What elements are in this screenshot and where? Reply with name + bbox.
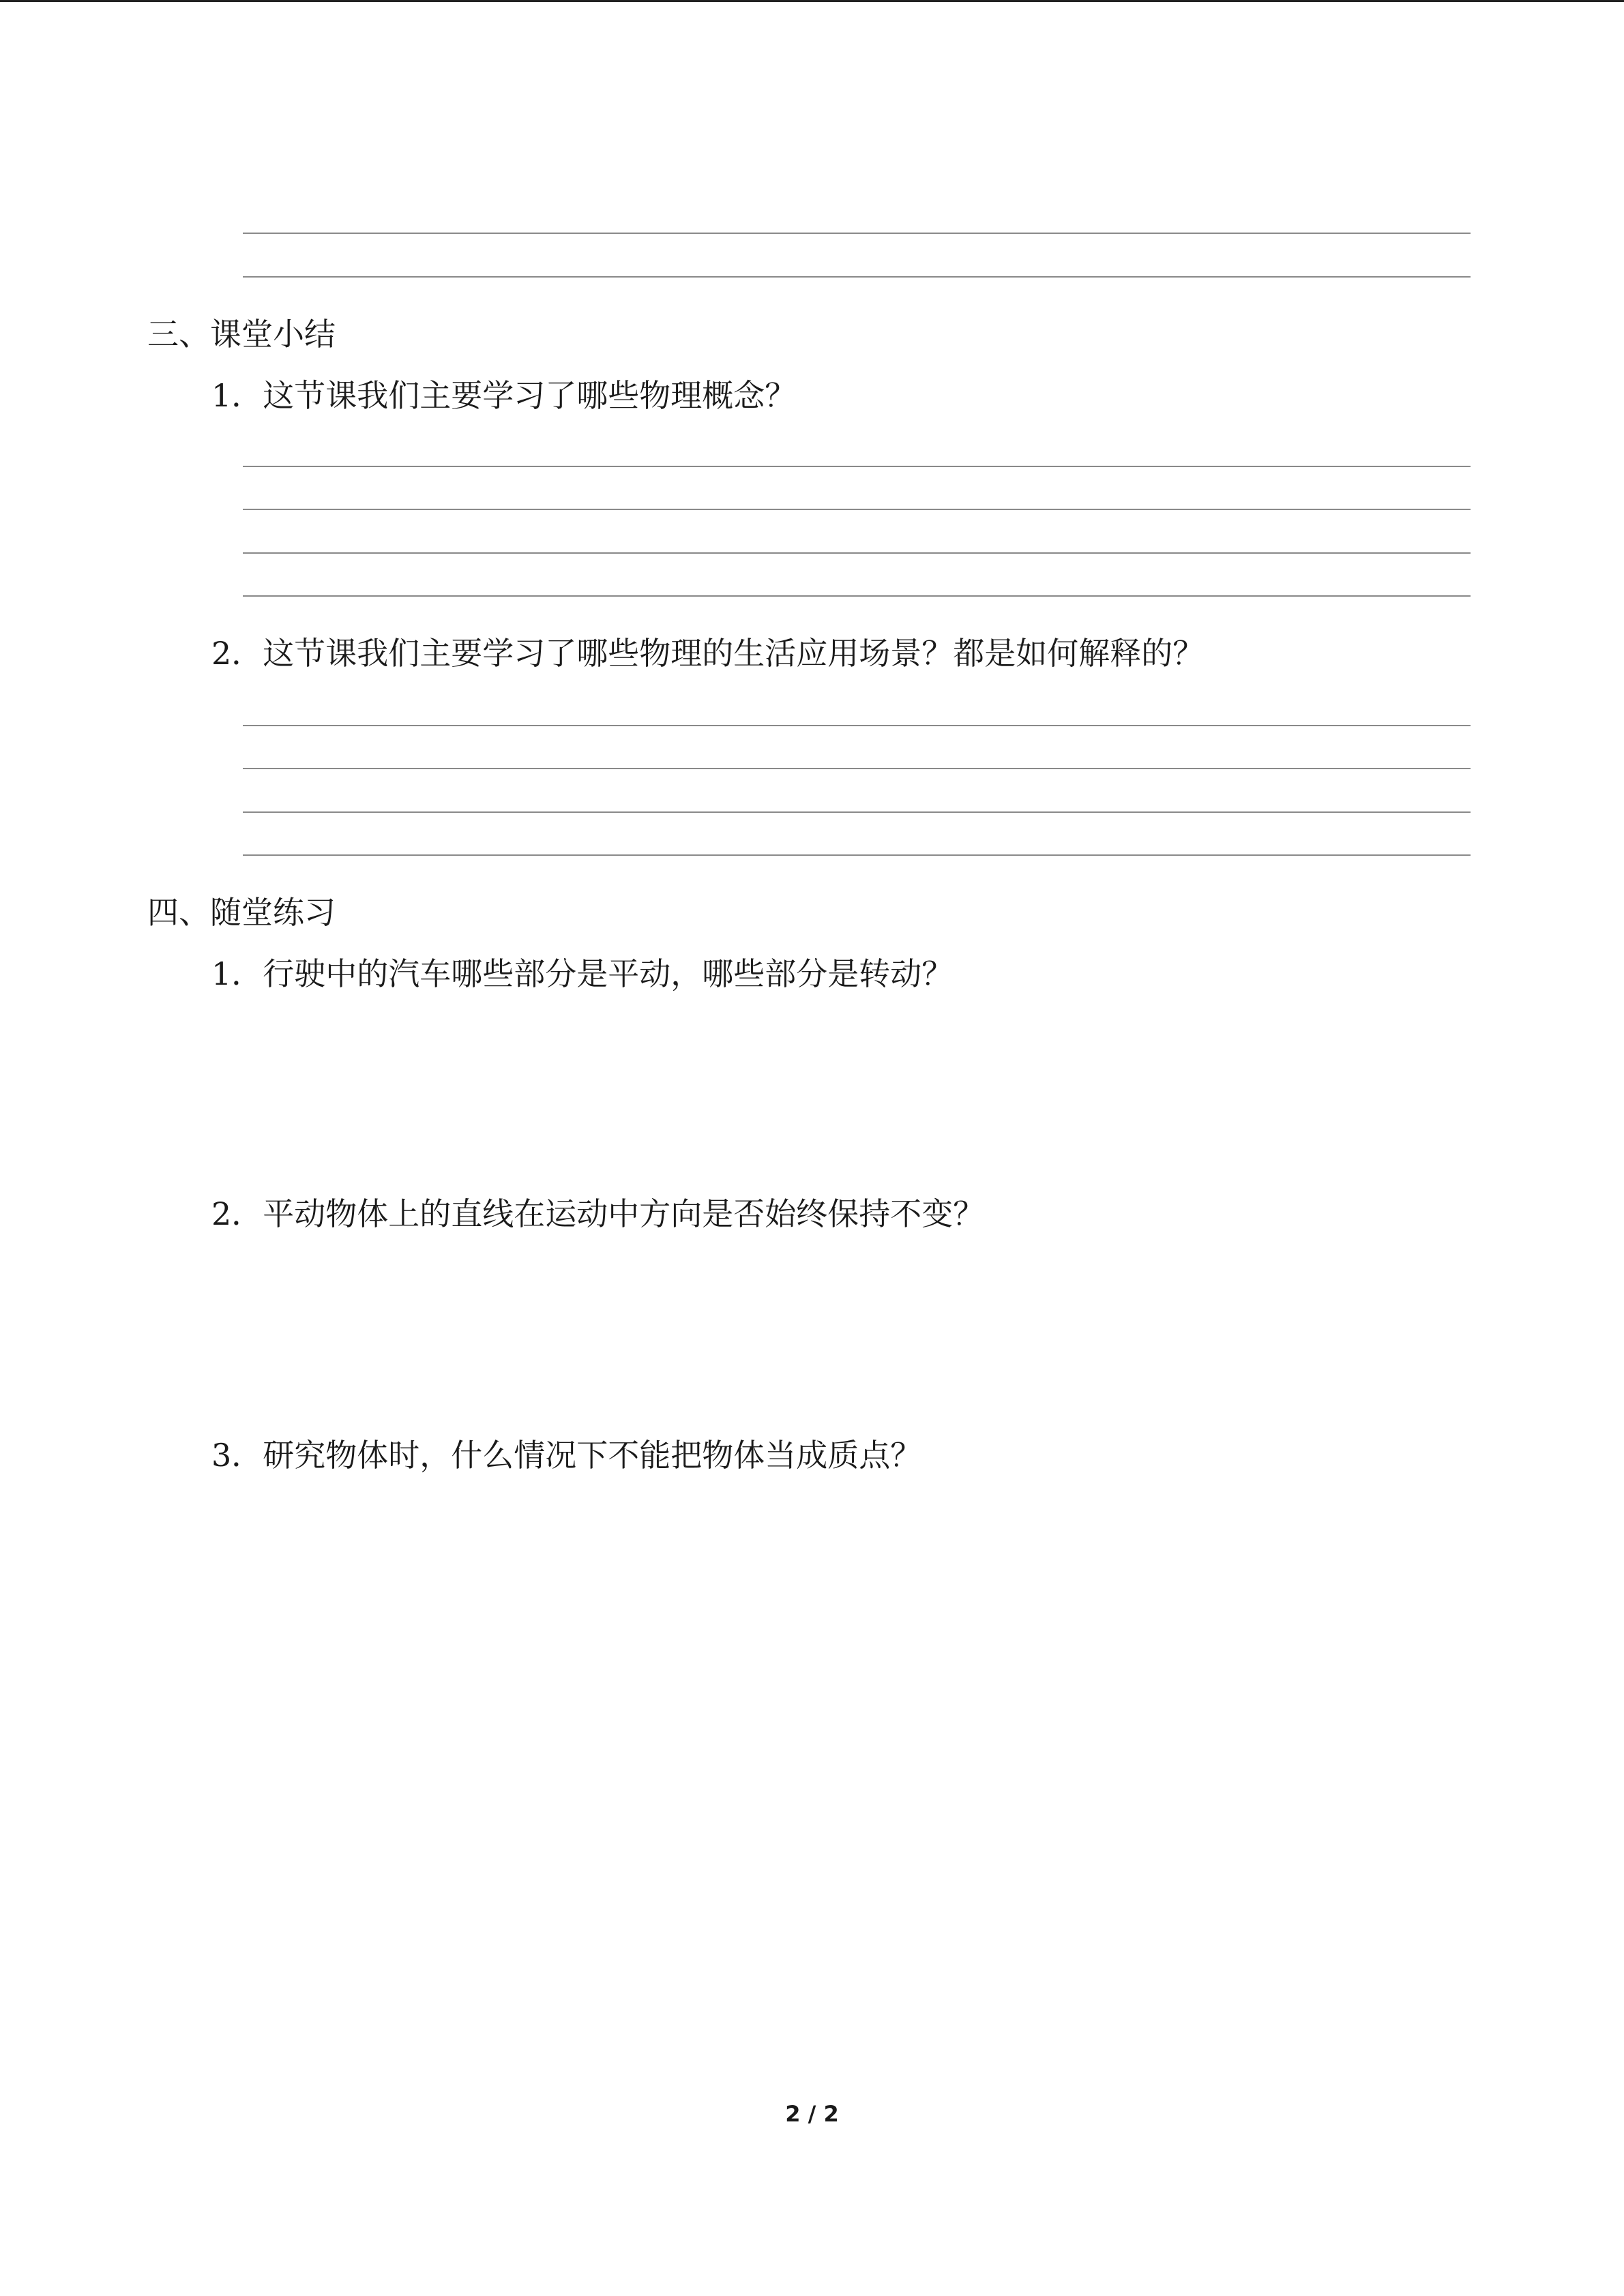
page-top-border (0, 0, 1624, 2)
section-heading-practice: 四、随堂练习 (147, 894, 336, 931)
answer-line (243, 725, 1471, 726)
question-practice-3: 3．研究物体时，什么情况下不能把物体当成质点？ (211, 1437, 922, 1474)
answer-line (243, 466, 1471, 467)
answer-line (243, 854, 1471, 856)
answer-line (243, 552, 1471, 554)
question-summary-1: 1．这节课我们主要学习了哪些物理概念？ (211, 377, 797, 414)
section-heading-summary: 三、课堂小结 (147, 316, 336, 353)
page-number: 2 / 2 (785, 2101, 839, 2127)
answer-line (243, 509, 1471, 510)
answer-line (243, 811, 1471, 813)
answer-line (243, 233, 1471, 234)
answer-line (243, 595, 1471, 597)
question-practice-2: 2．平动物体上的直线在运动中方向是否始终保持不变？ (211, 1195, 985, 1232)
question-summary-2: 2．这节课我们主要学习了哪些物理的生活应用场景？都是如何解释的？ (211, 635, 1205, 672)
answer-line (243, 768, 1471, 769)
question-practice-1: 1．行驶中的汽车哪些部分是平动，哪些部分是转动？ (211, 955, 954, 992)
answer-line (243, 276, 1471, 278)
